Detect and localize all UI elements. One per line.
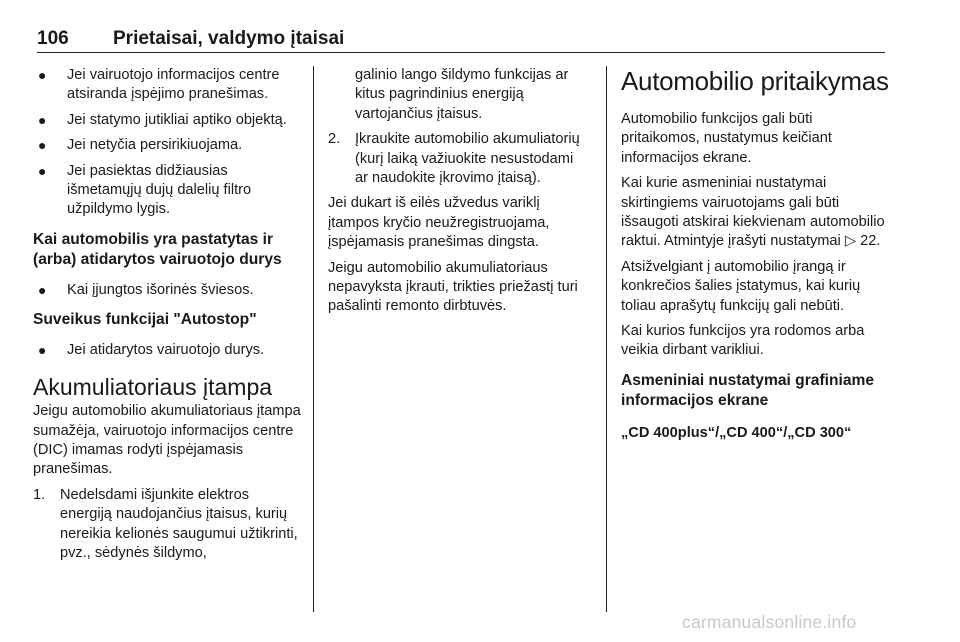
column-3 — [621, 66, 893, 443]
list-item: ● Jei netyčia persirikiuojama. — [33, 136, 301, 155]
bullet-icon: ● — [38, 111, 47, 128]
model-subheading: „CD 400plus“/„CD 400“/„CD 300“ — [621, 424, 852, 441]
column-1 — [33, 66, 301, 569]
column-2 — [328, 66, 590, 323]
subsection-heading-autostop: Suveikus funkcijai "Autostop" — [33, 311, 257, 329]
list-item: 2. Įkraukite automobilio akumuliatorių (kurį laiką važiuokite nesustodami ar naudokite įkrovimo įtaisą). — [328, 131, 580, 187]
bullet-icon: ● — [38, 281, 47, 298]
page-number: 106 — [37, 28, 69, 49]
list-item: ● Jei pasiektas didžiausias išmetamųjų dujų dalelių filtro užpildymo lygis. — [38, 162, 252, 218]
bullet-list-3 — [33, 341, 301, 360]
list-item: 1. Nedelsdami išjunkite elektros energiją naudojančius įtaisus, kurių nereikia kelionės saugumui užtikrinti, pvz., sėdynės šildymo, — [33, 486, 298, 561]
page-title: Prietaisai, valdymo įtaisai — [113, 28, 345, 49]
subsection-heading-personal-settings: Asmeniniai nustatymai grafiniame informacijos ekrane — [621, 371, 875, 410]
list-item: ● Jei atidarytos vairuotojo durys. — [33, 341, 301, 360]
step-number: 2. — [328, 131, 341, 148]
steps-list-continued — [328, 130, 590, 188]
bullet-list-1 — [33, 66, 301, 220]
column-divider-2 — [606, 66, 607, 612]
bullet-list-2 — [33, 281, 301, 300]
watermark: carmanualsonline.info — [682, 612, 857, 632]
battery-intro: Jeigu automobilio akumuliatoriaus įtampa sumažėja, vairuotojo informacijos centre (DIC) imamas rodyti įspėjamasis pranešimas. — [33, 403, 301, 478]
paragraph: Kai kurie asmeniniai nustatymai skirtingiems vairuotojams gali būti išsaugoti atskirai kiekvienam automobilio raktui. Atmintyje įrašyti nustatymai ▷ 22. — [621, 175, 885, 250]
step1-continuation: galinio lango šildymo funkcijas ar kitus pagrindinius energiją vartojančius įtaisus. — [355, 67, 569, 122]
bullet-icon: ● — [38, 137, 47, 154]
steps-list — [33, 486, 301, 564]
paragraph: Jei dukart iš eilės užvedus variklį įtampos kryčio neužregistruojama, įspėjamasis pranešimas dingsta. — [328, 195, 550, 251]
subsection-heading-parked: Kai automobilis yra pastatytas ir (arba) atidarytos vairuotojo durys — [33, 230, 282, 269]
section-title-battery: Akumuliatoriaus įtampa — [33, 374, 273, 401]
bullet-icon: ● — [38, 67, 47, 83]
bullet-icon: ● — [38, 162, 47, 179]
section-title-customization: Automobilio pritaikymas — [621, 66, 889, 96]
paragraph: Automobilio funkcijos gali būti pritaikomos, nustatymus keičiant informacijos ekrane. — [621, 111, 832, 166]
column-divider-1 — [313, 66, 314, 612]
paragraph: Kai kurios funkcijos yra rodomos arba veikia dirbant varikliui. — [621, 323, 865, 359]
bullet-icon: ● — [38, 341, 47, 358]
page-header — [37, 28, 885, 53]
step-number: 1. — [33, 486, 46, 503]
list-item: ● Jei statymo jutikliai aptiko objektą. — [33, 111, 301, 130]
paragraph: Atsižvelgiant į automobilio įrangą ir konkrečios šalies įstatymus, kai kurių toliau aprašytų funkcijų gali nebūti. — [621, 258, 861, 314]
page-reference-icon: ▷ — [844, 233, 857, 250]
list-item: ● Kai įjungtos išorinės šviesos. — [33, 281, 301, 300]
list-item: ● Jei vairuotojo informacijos centre atsiranda įspėjimo pranešimas. — [38, 67, 280, 103]
paragraph: Jeigu automobilio akumuliatoriaus nepavyksta įkrauti, trikties priežastį turi pašalinti remonto dirbtuvės. — [328, 259, 578, 315]
